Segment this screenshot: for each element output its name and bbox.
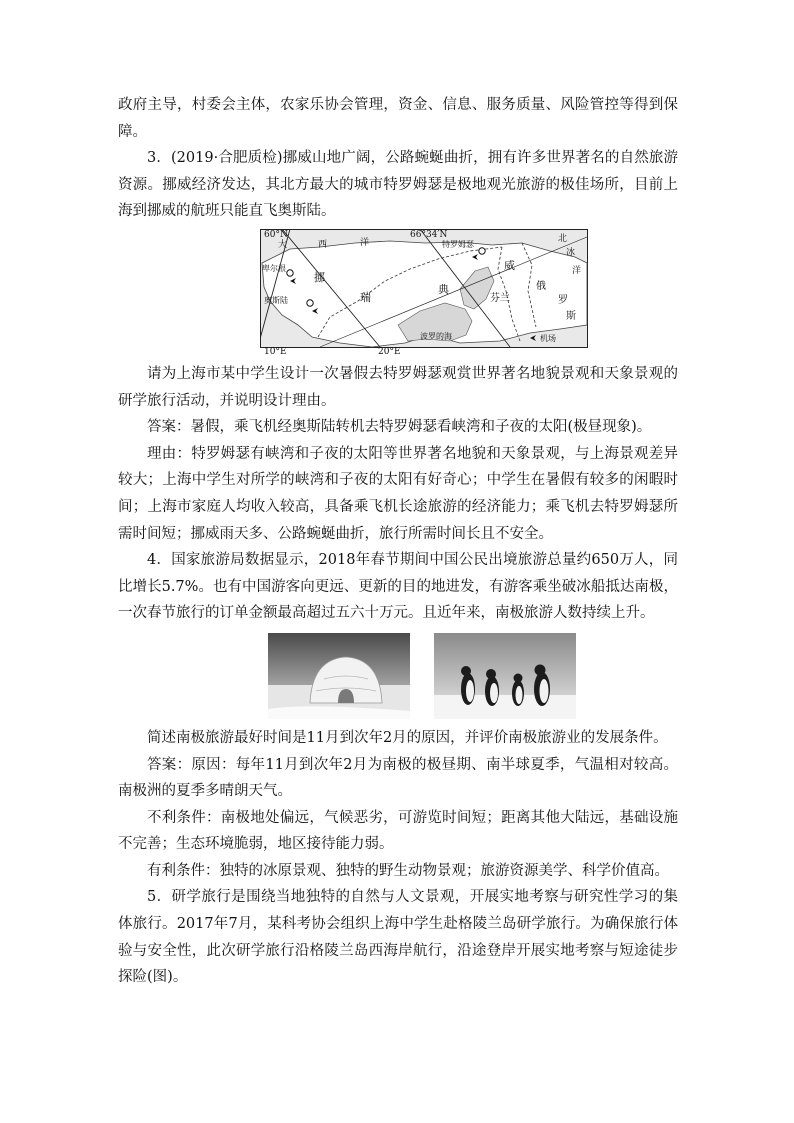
question-4-answer: 答案：原因：每年11月到次年2月为南极的极昼期、南半球夏季，气温相对较高。南极洲的夏季多晴朗天气。	[118, 756, 678, 800]
label-arctic-bei: 北	[558, 233, 568, 244]
scandinavia-map	[260, 229, 588, 355]
label-oslo: 奥斯陆	[264, 295, 288, 305]
question-3-task: 请为上海市某中学生设计一次暑假去特罗姆瑟观赏世界著名地貌景观和天象景观的研学旅行活动，并说明设计理由。	[118, 365, 678, 409]
label-norway-nuo: 挪	[314, 270, 325, 284]
question-4-favorable: 有利条件：独特的冰原景观、独特的野生动物景观；旅游资源美学、科学价值高。	[147, 862, 669, 879]
label-sweden-rui: 瑞	[360, 290, 371, 304]
label-ocean-xi: 西	[318, 239, 328, 250]
label-ocean-da: 大	[278, 239, 288, 250]
question-4-unfavorable: 不利条件：南极地处偏远，气候恶劣，可游览时间短；距离其他大陆远，基础设施不完善；生态环境脆弱，地区接待能力弱。	[118, 809, 678, 853]
question-3-reason: 理由：特罗姆瑟有峡湾和子夜的太阳等世界著名地貌和天象景观，与上海景观差异较大；上海中学生对所学的峡湾和子夜的太阳有好奇心；中学生在暑假有较多的闲暇时间；上海市家庭人均收入较高，具备乘飞机长途旅游的经济能力；乘飞机去特罗姆瑟所需时间短；挪威雨天多、公路蜿蜒曲折，旅行所需时间长且不安全。	[118, 445, 678, 542]
label-legend-airport: 机场	[540, 333, 556, 343]
antarctica-photos	[268, 633, 678, 719]
paragraph-answer-tail: 政府主导，村委会主体，农家乐协会管理，资金、信息、服务质量、风险管控等得到保障。	[118, 97, 678, 140]
label-finland: 芬兰	[490, 292, 510, 304]
label-lon-10: 10°E	[264, 346, 287, 355]
igloo-photo	[268, 633, 410, 719]
label-russia-si: 斯	[566, 310, 576, 322]
label-tromso: 特罗姆瑟	[442, 239, 474, 249]
question-5: 5．研学旅行是围绕当地独特的自然与人文景观，开展实地考察与研究性学习的集体旅行。2017年7月，某科考协会组织上海中学生赴格陵兰岛研学旅行。为确保旅行体验与安全性，此次研学旅行沿格陵兰岛西海岸航行，沿途登岸开展实地考察与短途徒步探险(图)。	[118, 889, 678, 986]
question-4: 4．国家旅游局数据显示，2018年春节期间中国公民出境旅游总量约650万人，同比增长5.7%。也有中国游客向更远、更新的目的地进发，有游客乘坐破冰船抵达南极，一次春节旅行的订单金额最高超过五六十万元。且近年来，南极旅游人数持续上升。	[118, 552, 678, 622]
label-russia-e: 俄	[536, 280, 546, 292]
label-russia-luo: 罗	[558, 294, 568, 306]
question-4-task: 简述南极旅游最好时间是11月到次年2月的原因，并评价南极旅游业的发展条件。	[147, 729, 668, 746]
label-ocean-yang: 洋	[360, 237, 370, 248]
label-sweden-dian: 典	[438, 282, 449, 296]
label-lon-20: 20°E	[378, 346, 401, 355]
document-page	[118, 92, 678, 991]
question-3-answer: 答案：暑假，乘飞机经奥斯陆转机去特罗姆瑟看峡湾和子夜的太阳(极昼现象)。	[147, 419, 652, 436]
label-arctic-bing: 冰	[566, 247, 576, 258]
penguins-photo	[434, 633, 576, 719]
label-bergen: 卑尔根	[262, 263, 286, 273]
label-baltic: 波罗的海	[420, 331, 452, 341]
label-lat-66: 66°34′N	[410, 229, 448, 240]
question-3: 3．(2019·合肥质检)挪威山地广阔，公路蜿蜒曲折，拥有许多世界著名的自然旅游资源。挪威经济发达，其北方最大的城市特罗姆瑟是极地观光旅游的极佳场所，目前上海到挪威的航班只能直飞奥斯陆。	[118, 150, 678, 220]
label-arctic-yang: 洋	[572, 265, 582, 276]
label-lat-60: 60°N	[264, 229, 288, 240]
label-norway-wei: 威	[504, 258, 515, 272]
